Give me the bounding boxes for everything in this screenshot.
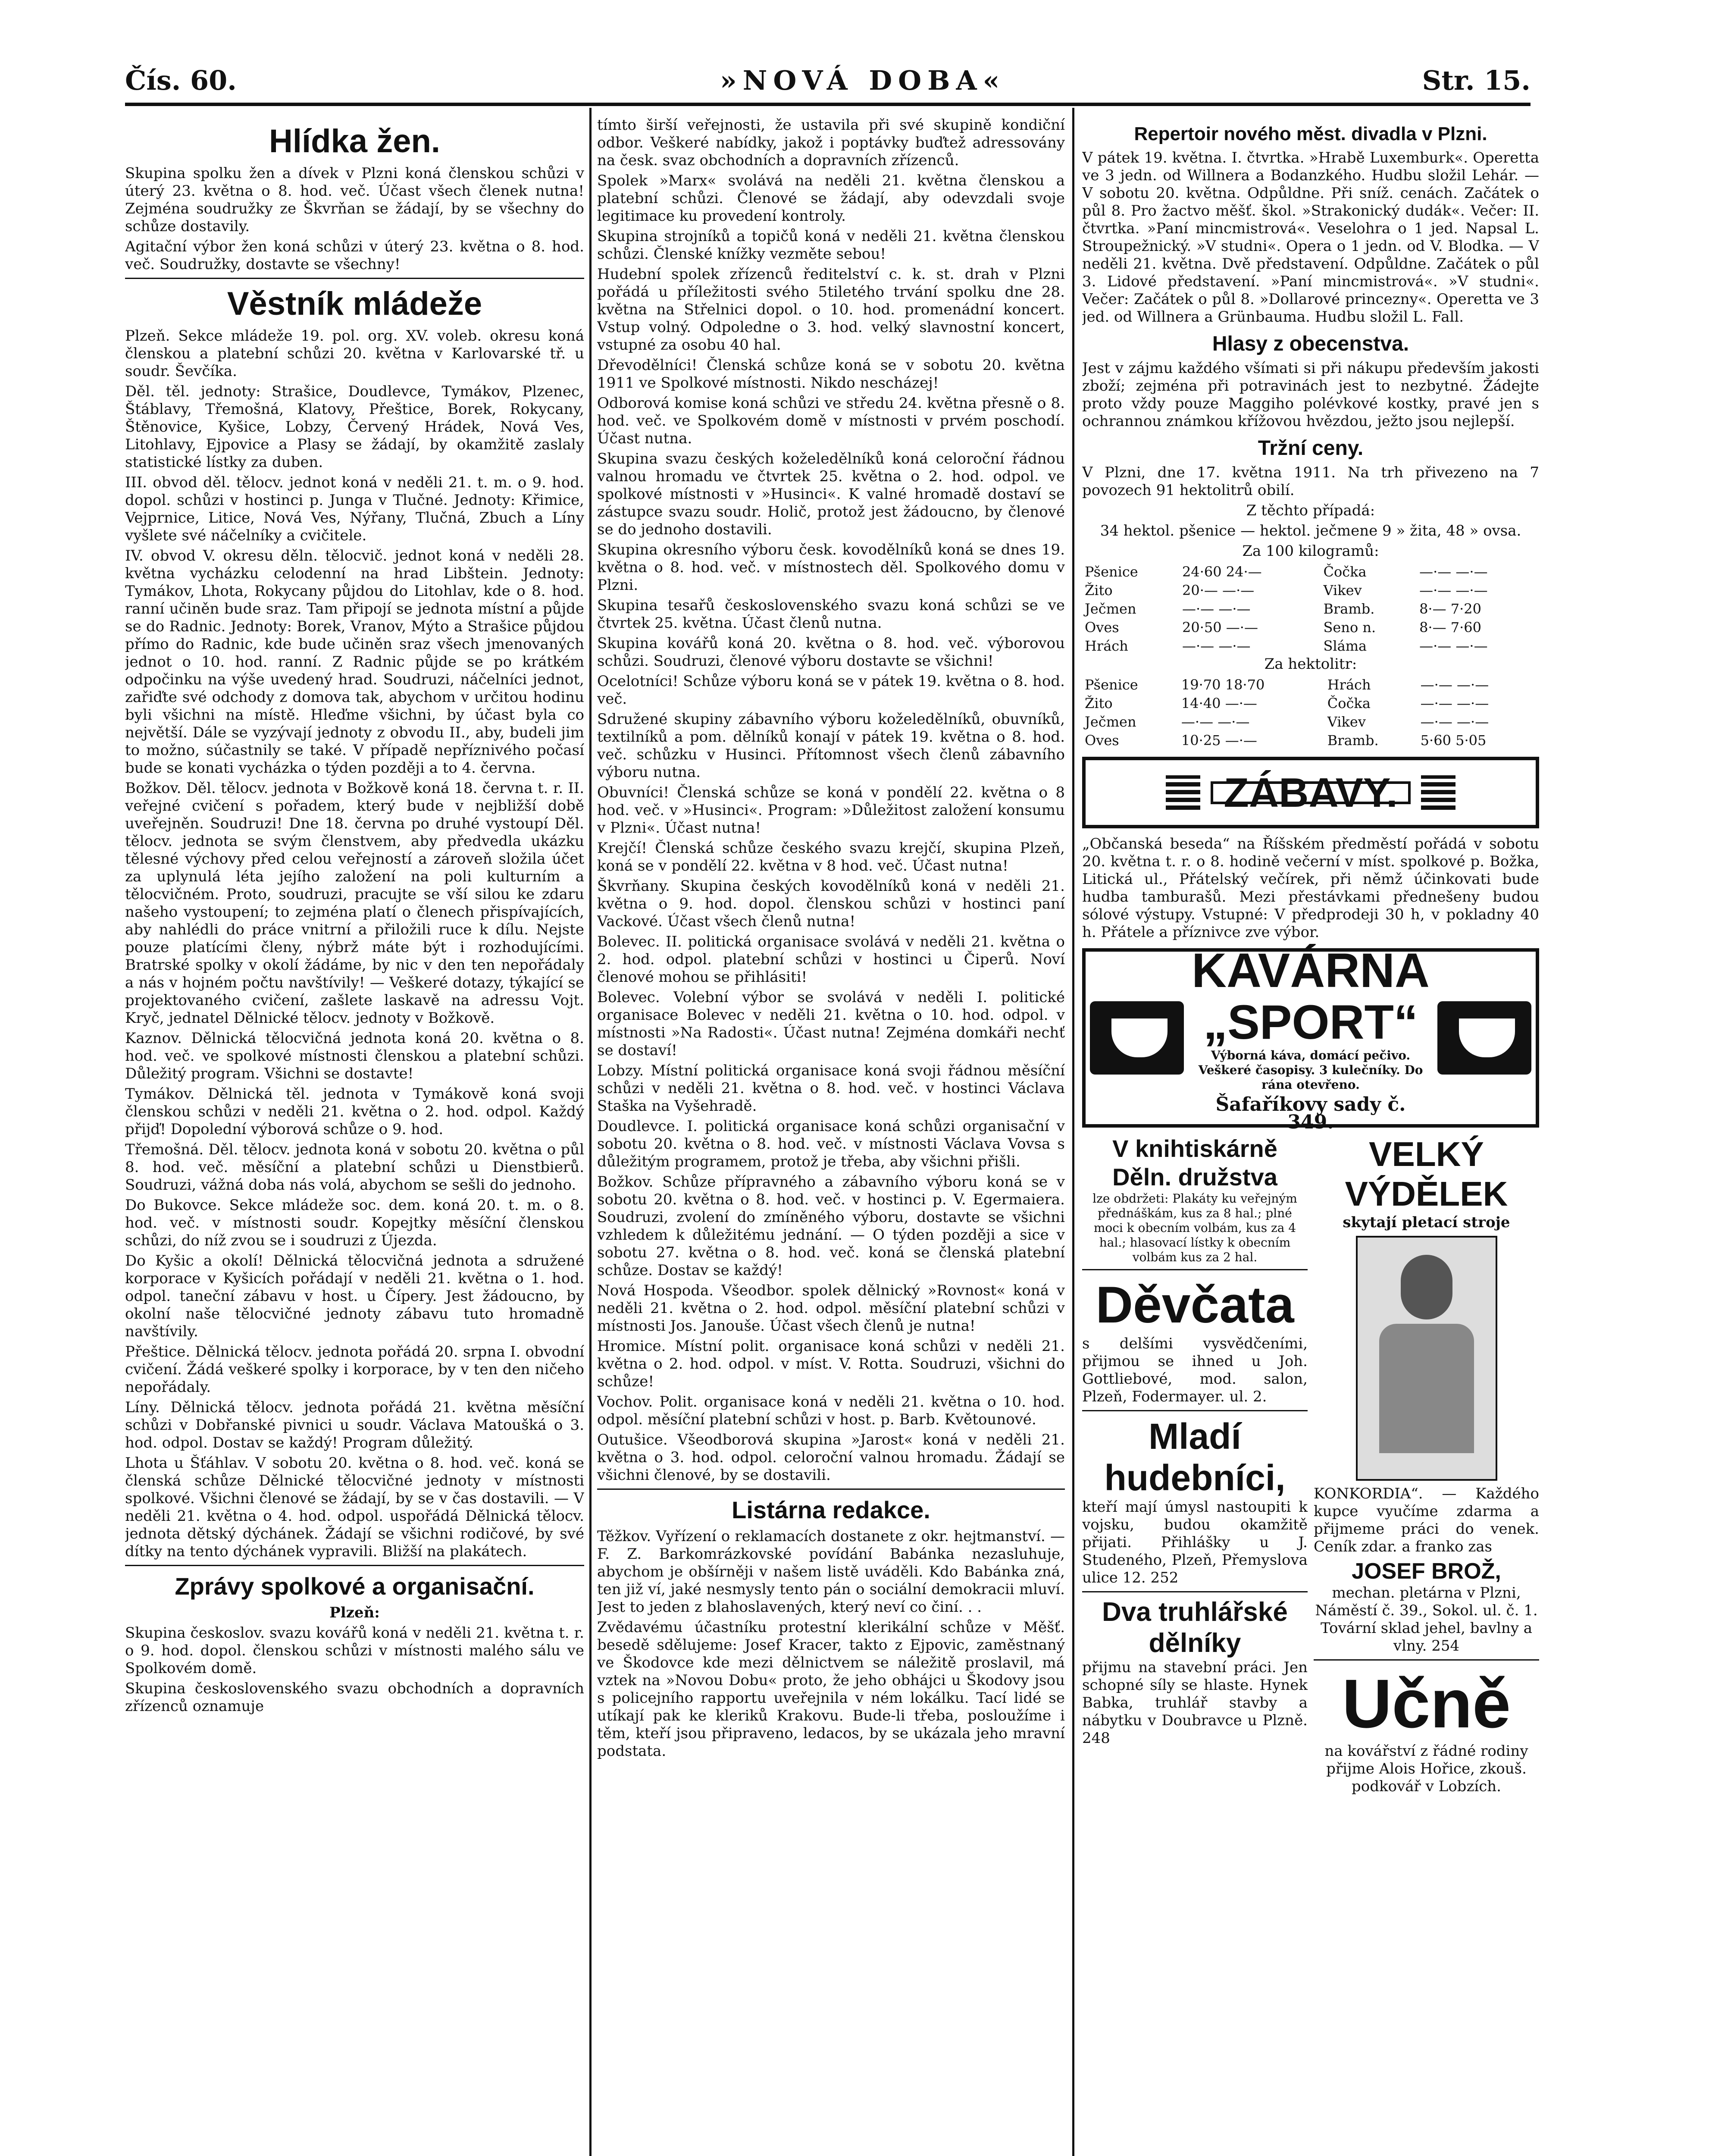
paragraph: Těžkov. Vyřízení o reklamacích dostanete z okr. hejtmanství. — F. Z. Barkomrázkovské povídání Babánka nezasluhuje, abychom je obšírněji v našem listě uváděli. Kdo Babánka zná, ten již ví, jaké nesmysly tento pán o sociální demokracii mluví. Jest to jeden z blahoslavených, který neví co činí. . .	[597, 1528, 1065, 1616]
price-cell: Čočka	[1323, 564, 1367, 580]
divider	[597, 1489, 1065, 1490]
price-cell: —·— —·—	[1181, 714, 1250, 730]
price-cell: Žito	[1085, 582, 1113, 599]
paragraph: Do Kyšic a okolí! Dělnická tělocvičná jednota a sdružené korporace v Kyšicích pořádají v neděli 21. května o 1. hod. odpol. taneční zábavu v host. u Čípery. Jest žádoucno, by okolní naše tělocvičné jednoty zábavu tuto hromadně navštívily.	[125, 1252, 584, 1340]
price-row	[1082, 676, 1539, 694]
price-cell: Seno n.	[1323, 619, 1376, 636]
knihtisk-title: V knihtiskárně Děln. družstva	[1112, 1135, 1277, 1191]
paragraph: Ocelotníci! Schůze výboru koná se v pátek 19. května o 8. hod. več.	[597, 673, 1065, 708]
paragraph: Božkov. Děl. tělocv. jednota v Božkově koná 18. června t. r. II. veřejné cvičení s pořadem, který bude v nejbližší době uveřejněn. Soudruzi! Dne 18. června po druhé vystoupí Děl. tělocv. jednota se svým členstvem, aby předvedla ukázku tělesné výchovy před celou veřejností a zároveň složila účet za uplynulá léta jejího založení na poli kulturním a tělocvičném. Proto, soudruzi, pracujte se vší silou ke zdaru našeho vystoupení; to zejména platí o členech přispívajících, aby nahlédli do práce vnitrní a přiložili ruce k dílu. Nejste pouze platícími členy, nýbrž máte být i rozhodujícími. Bratrské spolky v okolí žádáme, by nic v den ten nepořádaly a nás v hojném počtu navštívily! — Veškeré dotazy, týkající se projektovaného cvičení, zašlete laskavě na adressu Vojt. Kryč, jednatel Dělnické tělocv. jednoty v Božkově.	[125, 780, 584, 1027]
paragraph: Tymákov. Dělnická těl. jednota v Tymákově koná svoji členskou schůzi v neděli 21. května o 2. hod. odpol. Každý přijď! Dopolední výborová schůze o 9. hod.	[125, 1085, 584, 1138]
kavarna-sport-ad	[1082, 943, 1539, 1133]
coffee-cup-icon	[1437, 1001, 1531, 1075]
kavarna-address: Šafaříkovy sady č. 349.	[1215, 1094, 1406, 1133]
paragraph: Božkov. Schůze přípravného a zábavního výboru koná se v sobotu 20. května o 8. hod. več. v hostinci p. V. Egermaiera. Soudruzi, zvolení do zmíněného výboru, dostavte se všichni vzhledem k důležitému jednání. — O týden později a sice v sobotu 27. května o 8. hod. več. koná se členská platební schůze. Dostav se každý!	[597, 1173, 1065, 1279]
price-cell: 8·— 7·60	[1419, 619, 1482, 636]
price-cell: 20·50 —·—	[1182, 619, 1258, 636]
paragraph: Skupina českoslov. svazu kovářů koná v neděli 21. května t. r. o 9. hod. dopol. členskou schůzi v místnosti malého sálu ve Spolkovém domě.	[125, 1624, 584, 1677]
paragraph: Za 100 kilogramů:	[1242, 542, 1379, 560]
zabavy-banner	[1082, 757, 1539, 828]
paragraph: Děl. těl. jednoty: Strašice, Doudlevce, Tymákov, Plzenec, Štáblavy, Třemošná, Klatovy, Přeštice, Borek, Rokycany, Štěnovice, Kyšice, Lobzy, Červený Hrádek, Nová Ves, Litohlavy, Ejpovice a Plasy se žádají, by okamžitě zaslaly statistické lístky za duben.	[125, 383, 584, 471]
coffee-cup-icon	[1090, 1001, 1184, 1075]
price-cell: Čočka	[1327, 695, 1371, 711]
page-number: Str. 15.	[1422, 65, 1531, 96]
paragraph: Odborová komise koná schůzi ve středu 24. května přesně o 8. hod. več. ve Spolkovém domě v místnosti v prvém poschodí. Účast nutna.	[597, 395, 1065, 447]
paragraph: III. obvod děl. tělocv. jednot koná v neděli 21. t. m. o 9. hod. dopol. schůzi v hostinci p. Junga v Tlučné. Jednoty: Křimice, Vejprnice, Litice, Nová Ves, Nýřany, Tlučná, Zbuch a Líny vyšlete své náčelníky a cvičitele.	[125, 474, 584, 544]
ads-right-column	[1314, 1134, 1539, 1798]
price-row	[1082, 713, 1539, 731]
divider	[125, 1565, 584, 1566]
paragraph: Spolek »Marx« svolává na neděli 21. května členskou a platební schůzi. Členové se žádají, aby odevzdali svoje legitimace ku provedení kontroly.	[597, 172, 1065, 225]
paragraph: Krejčí! Členská schůze českého svazu krejčí, skupina Plzeň, koná se v pondělí 22. května v 8 hod. več. Účast nutna!	[597, 840, 1065, 874]
price-cell: Vikev	[1323, 582, 1362, 599]
hudebnici-title: Mladí hudebníci,	[1104, 1416, 1286, 1498]
paragraph: Plzeň. Sekce mládeže 19. pol. org. XV. voleb. okresu koná členskou a platební schůzi 20. května v Karlovarské tř. u soudr. Ševčíka.	[125, 327, 584, 380]
price-cell: 20·— —·—	[1182, 582, 1255, 599]
ucne-text: na kovářství z řádné rodiny přijme Alois Hořice, zkouš. podkovář v Lobzích.	[1324, 1742, 1528, 1795]
column-right	[1082, 116, 1539, 2156]
paragraph: Do Bukovce. Sekce mládeže soc. dem. koná 20. t. m. o 8. hod. več. v místnosti soudr. Kopejtky měsíční členskou schůzi, do níž zvou se i soudruzi z Újezda.	[125, 1197, 584, 1249]
knihtisk-text: lze obdržeti: Plakáty ku veřejným přednáškám, kus za 8 hal.; plné moci k obecním volbám, kus za 4 hal.; hlasovací lístky k obecním volbám kus za 2 hal.	[1092, 1191, 1297, 1264]
devcata-text: s delšími vysvědčeními, přijmou se ihned u Joh. Gottliebové, mod. salon, Plzeň, Fodermayer. ul. 2.	[1082, 1335, 1308, 1405]
price-cell: Žito	[1085, 695, 1113, 711]
paragraph: Sdružené skupiny zábavního výboru koželedělníků, obuvníků, textilníků a pom. dělníků konají v pátek 19. května o 8. hod. več. schůzku v Husinci. Přítomnost všech členů zábavního výboru nutna.	[597, 711, 1065, 781]
paragraph: Kaznov. Dělnická tělocvičná jednota koná 20. května o 8. hod. več. ve spolkové místnosti členskou a platební schůzi. Důležitý program. Všichni se dostavte!	[125, 1030, 584, 1082]
price-table-hectolitre	[1082, 676, 1539, 750]
paragraph: 34 hektol. pšenice — hektol. ječmene 9 » žita, 48 » ovsa.	[1100, 522, 1521, 539]
paragraph: Líny. Dělnická tělocv. jednota pořádá 21. května měsíční schůzi v Dobřanské pivnici u soudr. Václava Matoušká o 3. hod. odpol. Dostav se každý! Program důležitý.	[125, 1399, 584, 1451]
paragraph: Vochov. Polit. organisace koná v neděli 21. května o 10. hod. odpol. měsíční platební schůzi v host. p. Barb. Květounové.	[597, 1393, 1065, 1428]
paragraph: Skupina strojníků a topičů koná v neděli 21. května členskou schůzi. Členské knížky vezměte sebou!	[597, 228, 1065, 263]
hudebnici-text: kteří mají úmysl nastoupiti k vojsku, budou okamžitě přijati. Přihlášky u J. Studeného, Plzeň, Přemyslova ulice 12. 252	[1082, 1498, 1308, 1586]
price-cell: 14·40 —·—	[1181, 695, 1257, 711]
truhlari-title: Dva truhlářské dělníky	[1102, 1597, 1288, 1658]
price-cell: 5·60 5·05	[1420, 732, 1487, 749]
paragraph: V Plzni, dne 17. května 1911. Na trh přivezeno na 7 povozech 91 hektolitrů obilí.	[1082, 464, 1539, 499]
paragraph: Skupina okresního výboru česk. kovodělníků koná se dnes 19. května o 8. hod. več. v místnostech děl. Spolkového domu v Plzni.	[597, 541, 1065, 594]
price-cell: —·— —·—	[1419, 638, 1488, 654]
section-title-zpravy: Zprávy spolkové a organisační.	[175, 1573, 535, 1600]
price-cell: Ječmen	[1085, 714, 1136, 730]
price-cell: Oves	[1085, 732, 1119, 749]
price-row	[1082, 581, 1539, 600]
paragraph: Za hektolitr:	[1264, 655, 1357, 673]
price-row	[1082, 618, 1539, 637]
section-title-listarna: Listárna redakce.	[732, 1496, 930, 1523]
price-cell: Hrách	[1327, 677, 1371, 693]
devcata-title: Děvčata	[1096, 1276, 1294, 1334]
price-cell: Ječmen	[1085, 601, 1136, 617]
price-cell: Oves	[1085, 619, 1119, 636]
decorative-bars-icon	[1421, 775, 1455, 810]
truhlari-text: přijmu na stavební práci. Jen schopné síly se hlaste. Hynek Babka, truhlář stavby a nábytku v Doubravce u Plzně. 248	[1082, 1659, 1308, 1747]
section-title-repertoir: Repertoir nového měst. divadla v Plzni.	[1134, 123, 1487, 144]
paragraph: Škvrňany. Skupina českých kovodělníků koná v neděli 21. května o 9. hod. dopol. členskou schůzi v hostinci paní Vackové. Účast všech členů nutna!	[597, 877, 1065, 930]
vydelek-text: skytají pletací stroje	[1343, 1214, 1510, 1231]
paragraph: Skupina tesařů československého svazu koná schůzi se ve čtvrtek 25. května. Účast členů nutna.	[597, 597, 1065, 632]
price-cell: 19·70 18·70	[1181, 677, 1265, 693]
paragraph: Lhota u Šťáhlav. V sobotu 20. května o 8. hod. več. koná se členská schůze Dělnické tělocvičné jednoty v místnosti spolkové. Všichni členové se žádají, by se v čas dostavili. — V neděli 21. května o 4. hod. odpol. uspořádá Dělnická tělocv. jednota dětský dýchánek. Žádají se všichni rodičové, by své dítky na tento dýchánek vypravili. Bližší na plakátech.	[125, 1454, 584, 1560]
ads-grid	[1082, 1134, 1539, 1798]
column-left	[125, 116, 584, 2156]
paragraph: Třemošná. Děl. tělocv. jednota koná v sobotu 20. května o půl 8. hod. več. měsíční a platební schůzi u Dienstbierů. Soudruzi, vážná doba nás volá, abychom se sešli do jednoho.	[125, 1141, 584, 1194]
paragraph: Lobzy. Místní politická organisace koná svoji řádnou měsíční schůzi v neděli 21. května o 8. hod. več. v hostinci Václava Staška na Vyšehradě.	[597, 1062, 1065, 1115]
paragraph: Z těchto případá:	[1246, 502, 1375, 519]
knitting-woman-illustration	[1356, 1236, 1497, 1481]
paragraph: Bolevec. II. politická organisace svolává v neděli 21. května o 2. hod. odpol. platební schůzi v hostinci u Čiperů. Noví členové mohou se přihlásiti!	[597, 933, 1065, 986]
section-title-trzni: Tržní ceny.	[1258, 437, 1364, 460]
paragraph: tímto širší veřejnosti, že ustavila při své skupině kondiční odbor. Veškeré nabídky, jakož i poptávky buďtež adressovány na česk. svaz obchodních a dopravních zřízenců.	[597, 116, 1065, 169]
price-cell: Pšenice	[1085, 677, 1138, 693]
konkordia-text: KONKORDIA“. — Každého kupce vyučíme zdarma a přijmeme práci do venek. Ceník zdar. a franko zas	[1314, 1485, 1539, 1555]
price-cell: Vikev	[1327, 714, 1366, 730]
ucne-title: Učně	[1342, 1665, 1511, 1742]
zabavy-title: ZÁBAVY.	[1211, 781, 1411, 804]
price-cell: —·— —·—	[1182, 638, 1251, 654]
divider	[1082, 1591, 1308, 1592]
column-middle	[597, 116, 1065, 2156]
paragraph: Doudlevce. I. politická organisace koná schůzi organisační v sobotu 20. května o 8. hod. več. v místnosti Václava Vovsa s důležitým programem, protož je třeba, aby všichni přišli.	[597, 1118, 1065, 1170]
paragraph: Hudební spolek zřízenců ředitelství c. k. st. drah v Plzni pořádá u příležitosti svého 5tiletého trvání spolku dne 28. května na Střelnici dopol. o 10. hod. promenádní koncert. Vstup volný. Odpoledne o 3. hod. velký slavnostní koncert, vstupné za osobu 40 hal.	[597, 266, 1065, 354]
paragraph: Skupina československého svazu obchodních a dopravních zřízenců oznamuje	[125, 1680, 584, 1715]
price-cell: 24·60 24·—	[1182, 564, 1262, 580]
paragraph: Zvědavému účastníku protestní klerikální schůze v Měšť. besedě sdělujeme: Josef Kracer, takto z Ejpovic, zaměstnaný ve Škodovce kde mezi dělnictvem se náležitě proslavil, má vztek na »Novou Dobu« proto, že jeho obhájci u Škodovy jsou s policejního rapportu uveřejnila v ném lokálku. Tací lidé se utíkají pak ke kleriků Krakovu. Bude-li třeba, posloužíme i těm, kteří jsou připraveno, ledacos, by se ukázala jeho mravní podstata.	[597, 1619, 1065, 1760]
section-title-vestnik: Věstník mládeže	[227, 285, 482, 322]
divider	[1314, 1659, 1539, 1661]
kavarna-name: „SPORT“	[1203, 995, 1418, 1049]
broz-title: JOSEF BROŽ,	[1352, 1559, 1501, 1584]
section-title-hlidka: Hlídka žen.	[269, 123, 440, 160]
header-rule	[125, 103, 1531, 106]
ads-left-column	[1082, 1134, 1308, 1798]
paragraph: Skupina svazu českých koželedělníků koná celoroční řádnou valnou hromadu ve čtvrtek 25. května o 2. hod. odpol. ve spolkové místnosti v »Husinci«. K valné hromadě dostaví se zástupce svazu soudr. Holič, protož jest žádoucno, by členové se do jednoho dostavili.	[597, 450, 1065, 538]
price-cell: Sláma	[1323, 638, 1367, 654]
paragraph: Outušice. Všeodborová skupina »Jarost« koná v neděli 21. května o 3. hod. odpol. celoroční valnou hromadu. Žádají se všichni členové, by se dostavili.	[597, 1431, 1065, 1484]
column-divider	[1072, 108, 1074, 2156]
paragraph: Skupina spolku žen a dívek v Plzni koná členskou schůzi v úterý 23. května o 8. hod. več. Účast všech členek nutna! Zejména soudružky ze Škvrňan se žádají, by se všechny do schůze dostavily.	[125, 165, 584, 235]
price-cell: Bramb.	[1327, 732, 1379, 749]
price-cell: 10·25 —·—	[1181, 732, 1257, 749]
divider	[125, 278, 584, 279]
paragraph: V pátek 19. května. I. čtvrtka. »Hrabě Luxemburk«. Operetta ve 3 jedn. od Willnera a Bodanzkého. Hudbu složil Lehár. — V sobotu 20. května. Odpůldne. Při sníž. cenách. Začátek o půl 8. Pro žactvo měšť. škol. »Strakonický dudák«. Večer: II. čtvrtka. »Paní mincmistrová«. Veselohra o 1 jed. Napsal L. Stroupežnický. »V studni«. Opera o 1 jedn. od V. Blodka. — V neděli 21. května. Dvě představení. Odpůldne. Začátek o půl 3. Lidové představení. »Paní mincmistrová«. »V studni«. Večer: Začátek o půl 8. »Dollarové princezny«. Operetta ve 3 jed. od Willnera a Grünbauma. Hudbu složil L. Fall.	[1082, 149, 1539, 326]
newspaper-title: »NOVÁ DOBA«	[720, 65, 1006, 96]
paragraph: Skupina kovářů koná 20. května o 8. hod. več. výborovou schůzi. Soudruzi, členové výboru dostavte se všichni!	[597, 635, 1065, 670]
paragraph: Obuvníci! Členská schůze se koná v pondělí 22. května o 8 hod. več. v »Husinci«. Program: »Důležitost založení konsumu v Plzni«. Účast nutna!	[597, 784, 1065, 837]
price-cell: —·— —·—	[1420, 714, 1489, 730]
price-cell: —·— —·—	[1419, 582, 1488, 599]
subheading: Plzeň:	[329, 1604, 380, 1621]
price-cell: —·— —·—	[1182, 601, 1251, 617]
price-table-kilogram	[1082, 563, 1539, 655]
price-row	[1082, 637, 1539, 655]
price-row	[1082, 600, 1539, 618]
paragraph: „Občanská beseda“ na Říšském předměstí pořádá v sobotu 20. května t. r. o 8. hodině večerní v míst. spolkové p. Božka, Litická ul., Přátelský večírek, při němž účinkovati bude hudba tamburašů. Mezi přestávkami přednešeny budou sólové výstupy. Vstupné: V předprodeji 30 h, v pokladny 40 h. Přátele a příznivce zve výbor.	[1082, 835, 1539, 941]
paragraph: Jest v zájmu každého všímati si při nákupu především jakosti zboží; zejména při potravinách jest to nezbytné. Žádejte proto vždy pouze Maggiho polévkové kostky, pravé jen s ochrannou známkou křížovou hvězdou, ježto jsou nejlepší.	[1082, 360, 1539, 430]
price-cell: Hrách	[1085, 638, 1128, 654]
divider	[1082, 1269, 1308, 1270]
price-cell: —·— —·—	[1419, 564, 1488, 580]
kavarna-title: KAVÁRNA	[1192, 943, 1430, 997]
paragraph: Nová Hospoda. Všeodbor. spolek dělnický »Rovnost« koná v neděli 21. května o 2. hod. odpol. měsíční platební schůzi v místnosti Jos. Janouše. Účast všech členů je nutna!	[597, 1282, 1065, 1335]
price-cell: Pšenice	[1085, 564, 1138, 580]
broz-text: mechan. pletárna v Plzni, Náměstí č. 39., Sokol. ul. č. 1. Tovární sklad jehel, bavlny a vlny. 254	[1315, 1584, 1538, 1655]
paragraph: Hromice. Místní polit. organisace koná schůzi v neděli 21. května o 2. hod. odpol. v míst. V. Rotta. Soudruzi, všichni do schůze!	[597, 1338, 1065, 1390]
price-row	[1082, 731, 1539, 750]
paragraph: IV. obvod V. okresu děln. tělocvič. jednot koná v neděli 28. května vycházku celodenní na hrad Libštein. Jednoty: Tymákov, Lhota, Rokycany půjdou do Litohlav, kde o 8. hod. ranní učiněn bude sraz. Tam připojí se jednota místní a půjde se do Radnic. Jednoty: Borek, Vranov, Mýto a Strašice půjdou přímo do Radnic, kde bude učiněn sraz všech jmenovaných jednot o 10. hod. ranní. Z Radnic půjde se po krátkém odpočinku na výše uvedený hrad. Soudruzi, náčelníci jednot, zařiďte své odchody z domova tak, abychom v určitou hodinu byli všichni na místě. Hleďme všichni, by účast byla co největší. Dále se vyzývají jednoty z obvodu II., aby, budeli jim to možno, súčastnily se také. V případě nepříznivého počasí bude se konati vycházka o týden později a to 4. června.	[125, 547, 584, 777]
section-title-hlasy: Hlasy z obecenstva.	[1212, 332, 1409, 355]
paragraph: Dřevodělníci! Členská schůze koná se v sobotu 20. května 1911 ve Spolkové místnosti. Nikdo nescházej!	[597, 357, 1065, 392]
kavarna-info: Výborná káva, domácí pečivo. Veškeré časopisy. 3 kulečníky. Do rána otevřeno.	[1198, 1048, 1423, 1092]
price-row	[1082, 563, 1539, 581]
divider	[1082, 1410, 1308, 1411]
paragraph: Přeštice. Dělnická tělocv. jednota pořádá 20. srpna I. obvodní cvičení. Žádá veškeré spolky i korporace, by v ten den ničeho nepořádaly.	[125, 1343, 584, 1396]
price-cell: 8·— 7·20	[1419, 601, 1482, 617]
price-cell: Bramb.	[1323, 601, 1375, 617]
decorative-bars-icon	[1166, 775, 1200, 810]
issue-number: Čís. 60.	[125, 65, 237, 96]
price-cell: —·— —·—	[1420, 677, 1489, 693]
price-cell: —·— —·—	[1420, 695, 1489, 711]
paragraph: Bolevec. Volební výbor se svolává v neděli I. politické organisace Bolevec v neděli 21. května o 10. hod. odpol. v místnosti »Na Radosti«. Účast nutna! Zejména domkáři nechť se dostaví!	[597, 989, 1065, 1059]
page-header	[125, 60, 1531, 108]
column-divider	[589, 108, 592, 2156]
vydelek-title: VELKÝ VÝDĚLEK	[1345, 1135, 1508, 1213]
paragraph: Agitační výbor žen koná schůzi v úterý 23. května o 8. hod. več. Soudružky, dostavte se všechny!	[125, 238, 584, 273]
price-row	[1082, 694, 1539, 713]
